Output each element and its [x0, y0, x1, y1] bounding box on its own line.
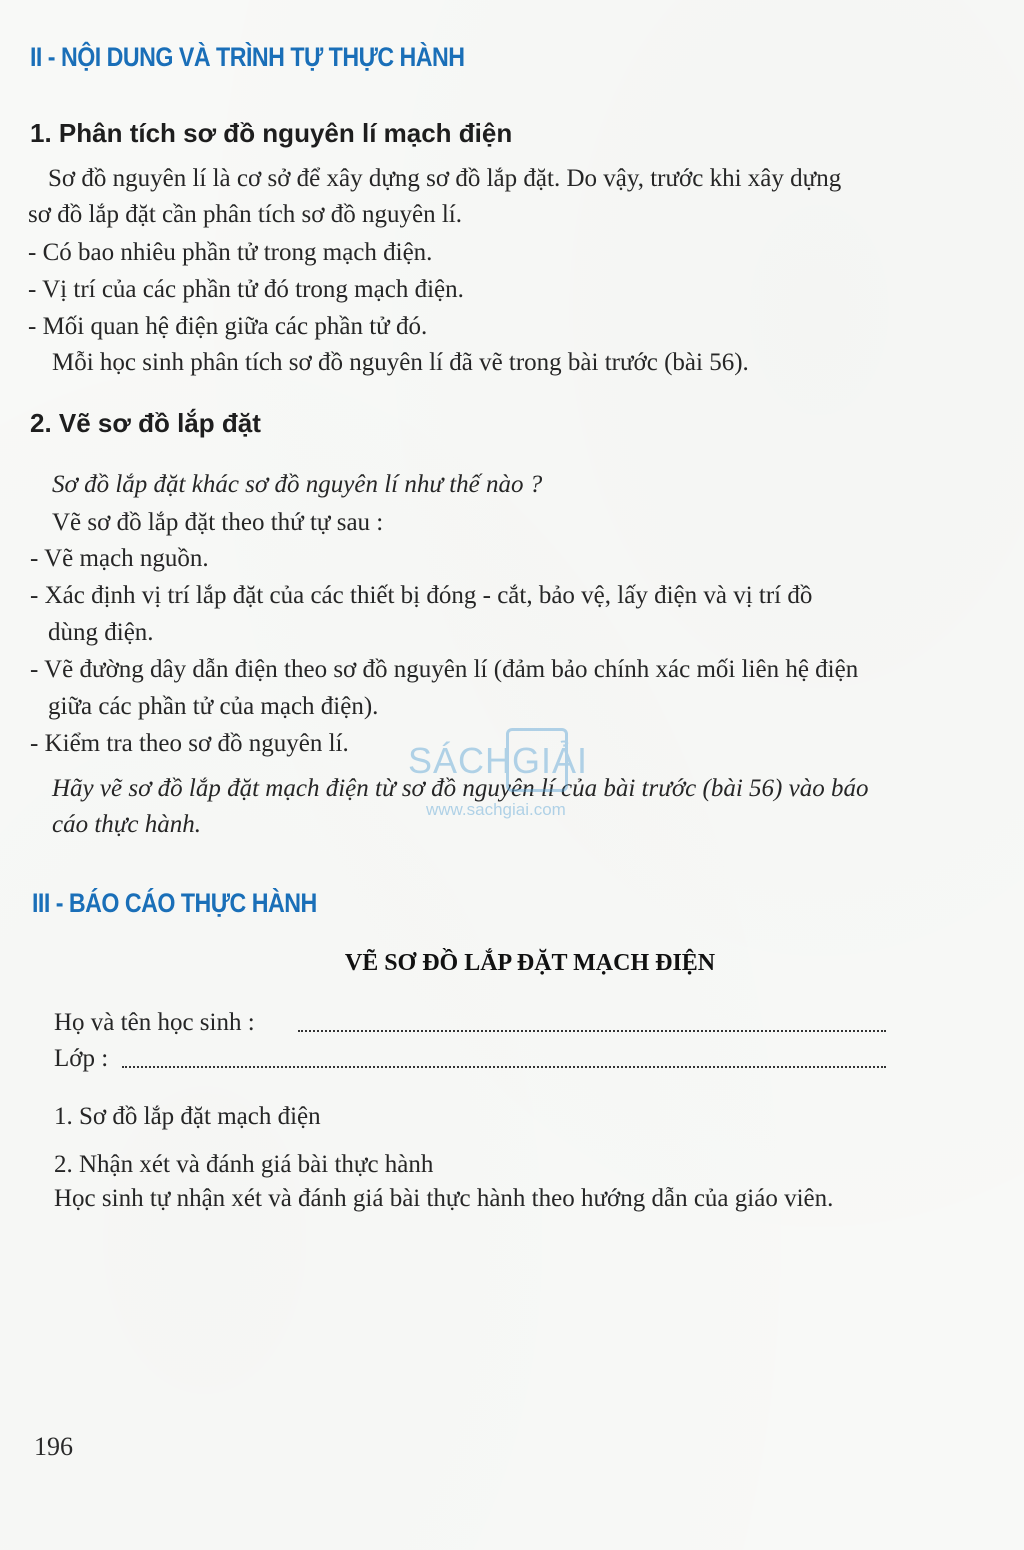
class-label: Lớp : — [54, 1045, 109, 1072]
task-text: cáo thực hành. — [52, 811, 202, 838]
subheading-draw-diagram: 2. Vẽ sơ đồ lắp đặt — [30, 408, 261, 438]
report-item: 1. Sơ đồ lắp đặt mạch điện — [54, 1103, 321, 1130]
step-item: - Kiểm tra theo sơ đồ nguyên lí. — [30, 730, 349, 757]
step-item-continued: dùng điện. — [48, 619, 154, 646]
paragraph-line: sơ đồ lắp đặt cần phân tích sơ đồ nguyên lí. — [28, 201, 462, 228]
step-item-continued: giữa các phần tử của mạch điện). — [48, 693, 379, 720]
report-item-text: Học sinh tự nhận xét và đánh giá bài thực hành theo hướng dẫn của giáo viên. — [54, 1185, 834, 1212]
student-name-label: Họ và tên học sinh : — [54, 1009, 255, 1036]
section-heading-content: II - NỘI DUNG VÀ TRÌNH TỰ THỰC HÀNH — [30, 42, 465, 72]
bullet-item: - Mối quan hệ điện giữa các phần tử đó. — [28, 313, 428, 340]
step-item: - Vẽ mạch nguồn. — [30, 545, 209, 572]
section-heading-report: III - BÁO CÁO THỰC HÀNH — [32, 888, 317, 918]
instruction-text: Mỗi học sinh phân tích sơ đồ nguyên lí đã vẽ trong bài trước (bài 56). — [52, 349, 749, 376]
class-blank[interactable] — [122, 1066, 886, 1068]
question-text: Sơ đồ lắp đặt khác sơ đồ nguyên lí như thế nào ? — [52, 471, 543, 498]
task-text: Hãy vẽ sơ đồ lắp đặt mạch điện từ sơ đồ nguyên lí của bài trước (bài 56) vào báo — [52, 775, 869, 802]
subheading-analyze-diagram: 1. Phân tích sơ đồ nguyên lí mạch điện — [30, 118, 513, 148]
paragraph-line: Sơ đồ nguyên lí là cơ sở để xây dựng sơ đồ lắp đặt. Do vậy, trước khi xây dựng — [48, 165, 842, 192]
step-item: - Xác định vị trí lắp đặt của các thiết bị đóng - cắt, bảo vệ, lấy điện và vị trí đồ — [30, 582, 813, 609]
report-title: VẼ SƠ ĐỒ LẮP ĐẶT MẠCH ĐIỆN — [344, 950, 716, 976]
bullet-item: - Có bao nhiêu phần tử trong mạch điện. — [28, 239, 433, 266]
bullet-item: - Vị trí của các phần tử đó trong mạch điện. — [28, 276, 464, 303]
watermark-brand: SÁCHGIẢI — [408, 740, 589, 781]
student-name-blank[interactable] — [298, 1030, 886, 1032]
steps-intro: Vẽ sơ đồ lắp đặt theo thứ tự sau : — [52, 509, 384, 536]
step-item: - Vẽ đường dây dẫn điện theo sơ đồ nguyên lí (đảm bảo chính xác mối liên hệ điện — [30, 656, 859, 683]
watermark-logo — [408, 724, 618, 824]
watermark-url: www.sachgiai.com — [426, 800, 566, 819]
report-item: 2. Nhận xét và đánh giá bài thực hành — [54, 1151, 434, 1178]
page-number: 196 — [34, 1432, 73, 1461]
